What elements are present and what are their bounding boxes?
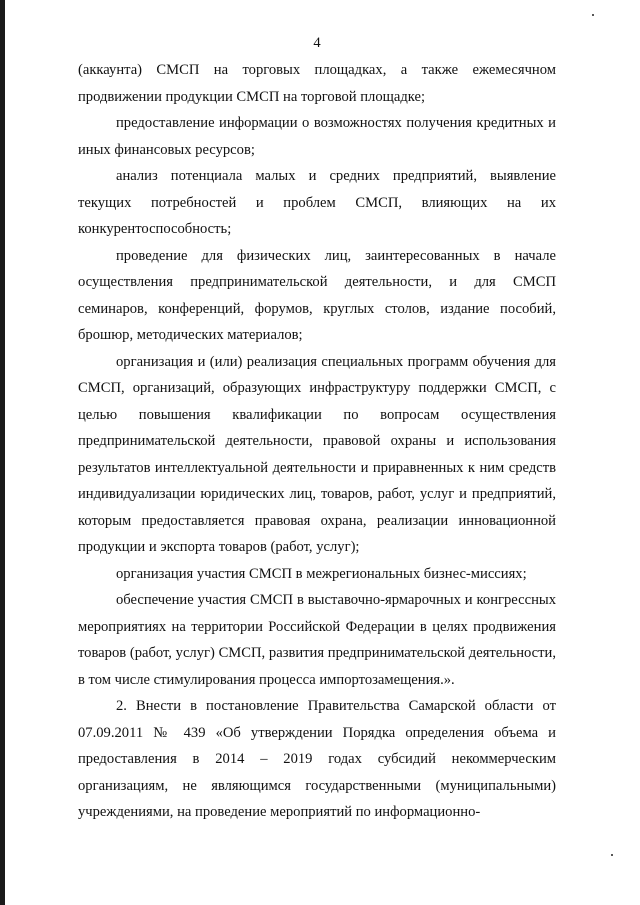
document-page bbox=[78, 30, 556, 826]
paragraph: предоставление информации о возможностях получения кредитных и иных финансовых ресурсов; bbox=[78, 115, 556, 158]
paragraph: организация участия СМСП в межрегиональных бизнес-миссиях; bbox=[116, 565, 527, 582]
paragraph: 2. Внести в постановление Правительства Самарской области от 07.09.2011 № 439 «Об утверждении Порядка определения объема и предоставления в 2014 – 2019 годах субсидий некоммерческим организациям, не являющимся государственными (муниципальными) учреждениями, на проведение мероприятий по информационно- bbox=[78, 698, 556, 820]
paragraph: организация и (или) реализация специальных программ обучения для СМСП, организаций, образующих инфраструктуру поддержки СМСП, с целью повышения квалификации по вопросам осуществления предпринимательской деятельности, правовой охраны и использования результатов интеллектуальной деятельности и приравненных к ним средств индивидуализации юридических лиц, товаров, работ, услуг и предприятий, которым предоставляется правовая охрана, реализации инновационной продукции и экспорта товаров (работ, услуг); bbox=[78, 353, 556, 555]
scan-speck bbox=[611, 854, 613, 856]
paragraph: проведение для физических лиц, заинтересованных в начале осуществления предпринимательской деятельности, и для СМСП семинаров, конференций, форумов, круглых столов, издание пособий, брошюр, методических материалов; bbox=[78, 247, 556, 343]
scan-speck bbox=[592, 14, 594, 16]
paragraph: обеспечение участия СМСП в выставочно-ярмарочных и конгрессных мероприятиях на территории Российской Федерации в целях продвижения товаров (работ, услуг) СМСП, развития предпринимательской деятельности, в том числе стимулирования процесса импортозамещения.». bbox=[78, 592, 556, 688]
scan-edge bbox=[0, 0, 5, 905]
page-number: 4 bbox=[313, 35, 321, 51]
paragraph: (аккаунта) СМСП на торговых площадках, а также ежемесячном продвижении продукции СМСП на торговой площадке; bbox=[78, 62, 556, 105]
document-body bbox=[78, 57, 556, 826]
paragraph: анализ потенциала малых и средних предприятий, выявление текущих потребностей и проблем СМСП, влияющих на их конкурентоспособность; bbox=[78, 168, 556, 237]
